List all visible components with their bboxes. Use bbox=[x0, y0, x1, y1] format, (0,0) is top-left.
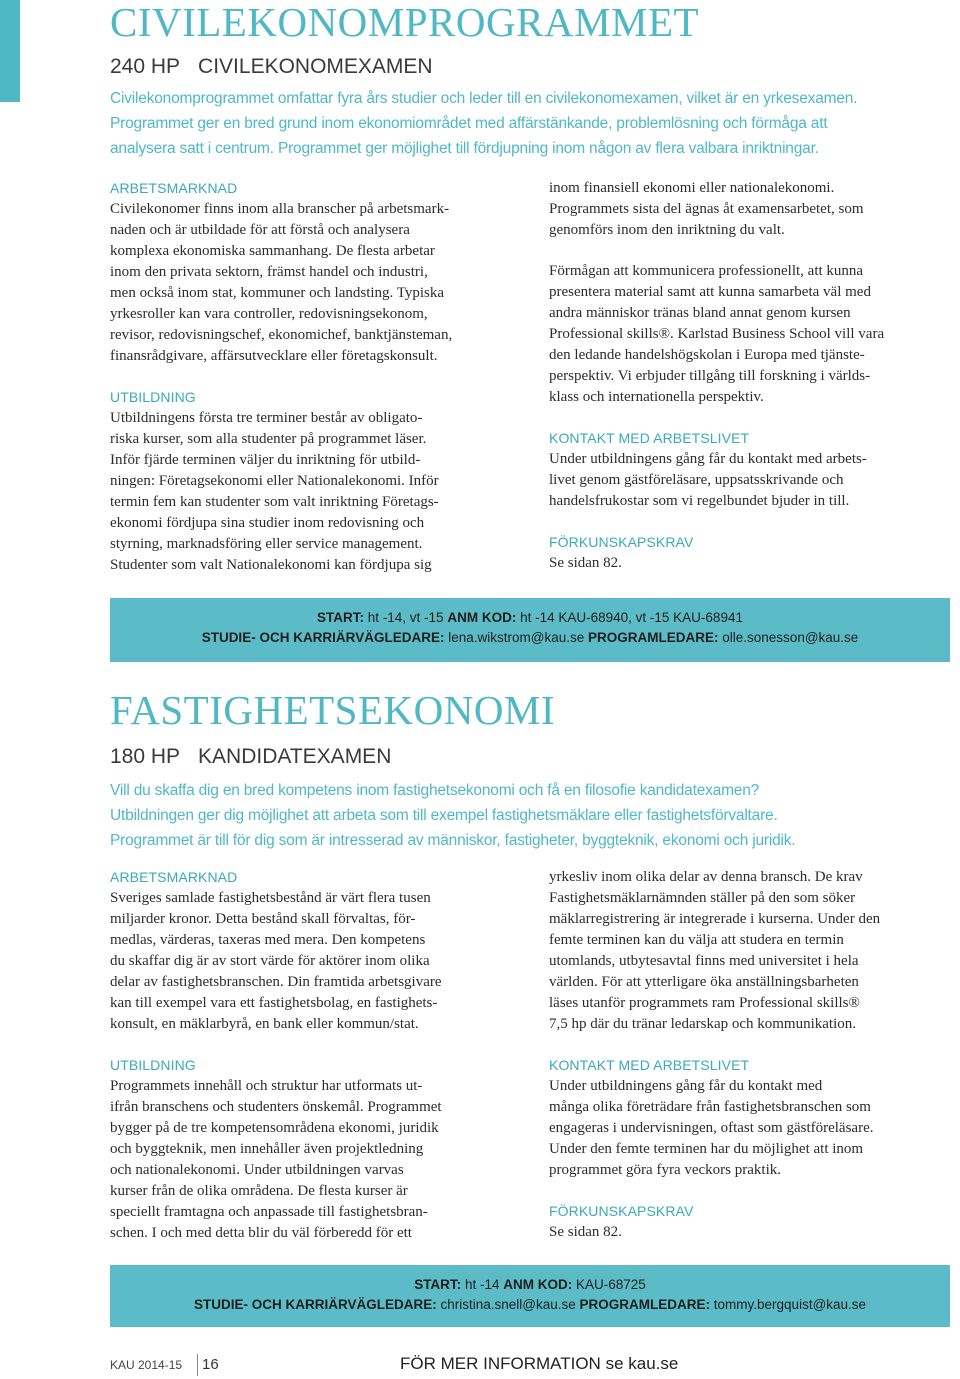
program-title: FASTIGHETSEKONOMI bbox=[110, 687, 556, 733]
intro-line: Civilekonomprogrammet omfattar fyra års studier och leder till en civilekonomexamen, vilket är en yrkesexamen. bbox=[110, 90, 858, 107]
right-column bbox=[549, 178, 949, 594]
body-line: genomförs inom den inriktning du valt. bbox=[549, 222, 785, 238]
body-line: miljarder kronor. Detta bestånd skall förvaltas, för- bbox=[110, 911, 416, 927]
body-line: speciellt framtagna och anpassade till fastighetsbran- bbox=[110, 1204, 428, 1220]
intro-line: Programmet är till för dig som är intresserad av människor, fastigheter, byggteknik, ekonomi och juridik. bbox=[110, 832, 796, 849]
advisor-email[interactable]: christina.snell@kau.se bbox=[440, 1297, 576, 1312]
body-line: kan till exempel vara ett fastighetsbolag, en fastighets- bbox=[110, 995, 438, 1011]
body-line: Inför fjärde terminen väljer du inriktning för utbild- bbox=[110, 452, 421, 468]
more-info-link[interactable]: se kau.se bbox=[605, 1354, 679, 1373]
info-band bbox=[110, 1265, 950, 1327]
section-heading: ARBETSMARKNAD bbox=[110, 869, 238, 885]
band-line-start bbox=[110, 1275, 950, 1295]
program-civilekonom bbox=[110, 0, 940, 161]
body-line: 7,5 hp där du tränar ledarskap och kommunikation. bbox=[549, 1016, 857, 1032]
section-heading: ARBETSMARKNAD bbox=[110, 180, 238, 196]
section-utbildning bbox=[110, 387, 520, 576]
code-label: ANM KOD: bbox=[503, 1277, 573, 1292]
body-line: finansrådgivare, affärsutvecklare eller företagskonsult. bbox=[110, 348, 438, 364]
section-heading: FÖRKUNSKAPSKRAV bbox=[549, 1203, 694, 1219]
body-line: världen. För att ytterligare öka anställningsbarheten bbox=[549, 974, 859, 990]
band-line-contacts bbox=[110, 628, 950, 648]
body-line: Fastighetsmäklarnämnden ställer på den som söker bbox=[549, 890, 856, 906]
program-intro bbox=[110, 86, 940, 161]
body-line: kurser från de olika områdena. De flesta kurser är bbox=[110, 1183, 408, 1199]
body-line: ekonomi fördjupa sina studier inom redovisning och bbox=[110, 515, 425, 531]
body-line: mäklarregistrering är integrerade i kurserna. Under den bbox=[549, 911, 881, 927]
section-continued bbox=[549, 178, 949, 241]
section-forkunskapskrav bbox=[549, 1201, 949, 1243]
band-line-start bbox=[110, 608, 950, 628]
program-degree: CIVILEKONOMEXAMEN bbox=[198, 55, 433, 78]
info-band bbox=[110, 598, 950, 662]
program-degree: KANDIDATEXAMEN bbox=[198, 745, 392, 768]
code-value: KAU-68725 bbox=[576, 1277, 646, 1292]
start-label: START: bbox=[414, 1277, 462, 1292]
body-line: engageras i undervisningen, oftast som gästföreläsare. bbox=[549, 1120, 874, 1136]
code-value: ht -14 KAU-68940, vt -15 KAU-68941 bbox=[520, 610, 743, 625]
body-line: presentera material samt att kunna samarbeta väl med bbox=[549, 284, 871, 300]
body-line: termin fem kan studenter som valt inriktning Företags- bbox=[110, 494, 439, 510]
section-heading: UTBILDNING bbox=[110, 1057, 196, 1073]
body-line: inom den privata sektorn, främst handel och industri, bbox=[110, 264, 428, 280]
section-heading: FÖRKUNSKAPSKRAV bbox=[549, 534, 694, 550]
body-line: inom finansiell ekonomi eller nationalekonomi. bbox=[549, 180, 835, 196]
side-tab bbox=[0, 0, 20, 102]
body-line: andra människor tränas bland annat genom kursen bbox=[549, 305, 851, 321]
body-line: Under utbildningens gång får du kontakt med arbets- bbox=[549, 451, 867, 467]
leader-email[interactable]: olle.sonesson@kau.se bbox=[722, 630, 859, 645]
program-subtitle bbox=[110, 744, 940, 770]
advisor-label: STUDIE- OCH KARRIÄRVÄGLEDARE: bbox=[201, 630, 445, 645]
intro-line: Vill du skaffa dig en bred kompetens inom fastighetsekonomi och få en filosofie kandidatexamen? bbox=[110, 782, 760, 799]
section-kontakt bbox=[549, 1055, 949, 1181]
body-line: bygger på de tre kompetensområdena ekonomi, juridik bbox=[110, 1120, 439, 1136]
leader-label: PROGRAMLEDARE: bbox=[588, 630, 719, 645]
section-arbetsmarknad bbox=[110, 867, 520, 1035]
band-line-contacts bbox=[110, 1295, 950, 1315]
body-line: konsult, en mäklarbyrå, en bank eller kommun/stat. bbox=[110, 1016, 419, 1032]
page-number: 16 bbox=[202, 1356, 219, 1373]
program-fastighetsekonomi bbox=[110, 688, 940, 853]
body-line: femte terminen kan du välja att studera en termin bbox=[549, 932, 844, 948]
intro-line: Utbildningen ger dig möjlighet att arbeta som till exempel fastighetsmäklare eller fastighetsförvaltare. bbox=[110, 807, 778, 824]
body-line: Se sidan 82. bbox=[549, 555, 622, 571]
body-line: perspektiv. Vi erbjuder tillgång till forskning i världs- bbox=[549, 368, 871, 384]
body-line: utomlands, utbytesavtal finns med universitet i hela bbox=[549, 953, 859, 969]
body-line: Programmets innehåll och struktur har utformats ut- bbox=[110, 1078, 423, 1094]
page-footer bbox=[110, 1354, 950, 1378]
body-line: ifrån branschens och studenters önskemål. Programmet bbox=[110, 1099, 442, 1115]
body-line: du skaffar dig är av stort värde för aktörer inom olika bbox=[110, 953, 430, 969]
body-line: yrkesliv inom olika delar av denna bransch. De krav bbox=[549, 869, 863, 885]
leader-label: PROGRAMLEDARE: bbox=[579, 1297, 711, 1312]
body-line: och nationalekonomi. Under utbildningen varvas bbox=[110, 1162, 404, 1178]
body-line: Utbildningens första tre terminer består av obligato- bbox=[110, 410, 423, 426]
program-subtitle bbox=[110, 54, 940, 80]
more-info bbox=[400, 1354, 678, 1374]
program-points: 240 HP bbox=[110, 55, 181, 78]
body-line: läses utanför programmets ram Professional skills® bbox=[549, 995, 860, 1011]
publication-label: KAU 2014-15 bbox=[110, 1358, 183, 1372]
body-line: Professional skills®. Karlstad Business School vill vara bbox=[549, 326, 885, 342]
code-label: ANM KOD: bbox=[447, 610, 517, 625]
body-line: delar av fastighetsbranschen. Din framtida arbetsgivare bbox=[110, 974, 442, 990]
section-heading: UTBILDNING bbox=[110, 389, 196, 405]
start-value: ht -14, vt -15 bbox=[367, 610, 444, 625]
section-utbildning bbox=[110, 1055, 520, 1244]
body-line: många olika företrädare från fastighetsbranschen som bbox=[549, 1099, 871, 1115]
program-intro bbox=[110, 778, 940, 853]
body-line: Förmågan att kommunicera professionellt, att kunna bbox=[549, 263, 864, 279]
body-line: naden och är utbildade för att förstå och analysera bbox=[110, 222, 410, 238]
section-professional bbox=[549, 261, 949, 408]
body-line: den ledande handelshögskolan i Europa med tjänste- bbox=[549, 347, 865, 363]
footer-divider bbox=[197, 1354, 198, 1376]
body-line: programmet göra fyra veckors praktik. bbox=[549, 1162, 781, 1178]
body-line: komplexa ekonomiska sammanhang. De flesta arbetar bbox=[110, 243, 435, 259]
left-column bbox=[110, 867, 520, 1264]
body-line: livet genom gästföreläsare, uppsatsskrivande och bbox=[549, 472, 844, 488]
left-column bbox=[110, 178, 520, 596]
body-line: styrning, marknadsföring eller service management. bbox=[110, 536, 423, 552]
more-info-label: FÖR MER INFORMATION bbox=[400, 1354, 601, 1373]
advisor-label: STUDIE- OCH KARRIÄRVÄGLEDARE: bbox=[193, 1297, 437, 1312]
body-line: Under utbildningens gång får du kontakt med bbox=[549, 1078, 823, 1094]
body-line: ningen: Företagsekonomi eller Nationalekonomi. Inför bbox=[110, 473, 439, 489]
section-heading: KONTAKT MED ARBETSLIVET bbox=[549, 430, 750, 446]
start-value: ht -14 bbox=[464, 1277, 500, 1292]
body-line: yrkesroller kan vara controller, redovisningsekonom, bbox=[110, 306, 428, 322]
body-line: Under den femte terminen har du möjlighet att inom bbox=[549, 1141, 864, 1157]
start-label: START: bbox=[317, 610, 364, 625]
body-line: schen. I och med detta blir du väl förberedd för ett bbox=[110, 1225, 412, 1241]
body-line: riska kurser, som alla studenter på programmet läser. bbox=[110, 431, 427, 447]
section-kontakt bbox=[549, 428, 949, 512]
body-line: och byggteknik, men innehåller även projektledning bbox=[110, 1141, 424, 1157]
body-line: handelsfrukostar som vi regelbundet bjuder in till. bbox=[549, 493, 850, 509]
body-line: Sveriges samlade fastighetsbestånd är värt flera tusen bbox=[110, 890, 431, 906]
section-heading: KONTAKT MED ARBETSLIVET bbox=[549, 1057, 750, 1073]
body-line: revisor, redovisningschef, ekonomichef, banktjänsteman, bbox=[110, 327, 453, 343]
program-points: 180 HP bbox=[110, 745, 181, 768]
body-line: Programmets sista del ägnas åt examensarbetet, som bbox=[549, 201, 864, 217]
body-line: men också inom stat, kommuner och landsting. Typiska bbox=[110, 285, 445, 301]
body-line: Se sidan 82. bbox=[549, 1224, 622, 1240]
intro-line: analysera satt i centrum. Programmet ger möjlighet till fördjupning inom någon av flera valbara inriktningar. bbox=[110, 140, 819, 157]
body-line: Civilekonomer finns inom alla branscher på arbetsmark- bbox=[110, 201, 450, 217]
section-forkunskapskrav bbox=[549, 532, 949, 574]
body-line: Studenter som valt Nationalekonomi kan fördjupa sig bbox=[110, 557, 432, 573]
leader-email[interactable]: tommy.bergquist@kau.se bbox=[713, 1297, 867, 1312]
body-line: medlas, värderas, taxeras med mera. Den kompetens bbox=[110, 932, 426, 948]
program-title: CIVILEKONOMPROGRAMMET bbox=[110, 0, 700, 45]
section-continued bbox=[549, 867, 949, 1035]
right-column bbox=[549, 867, 949, 1263]
advisor-email[interactable]: lena.wikstrom@kau.se bbox=[448, 630, 585, 645]
section-arbetsmarknad bbox=[110, 178, 520, 367]
intro-line: Programmet ger en bred grund inom ekonomiområdet med affärstänkande, problemlösning och förmåga att bbox=[110, 115, 828, 132]
body-line: klass och internationella perspektiv. bbox=[549, 389, 764, 405]
